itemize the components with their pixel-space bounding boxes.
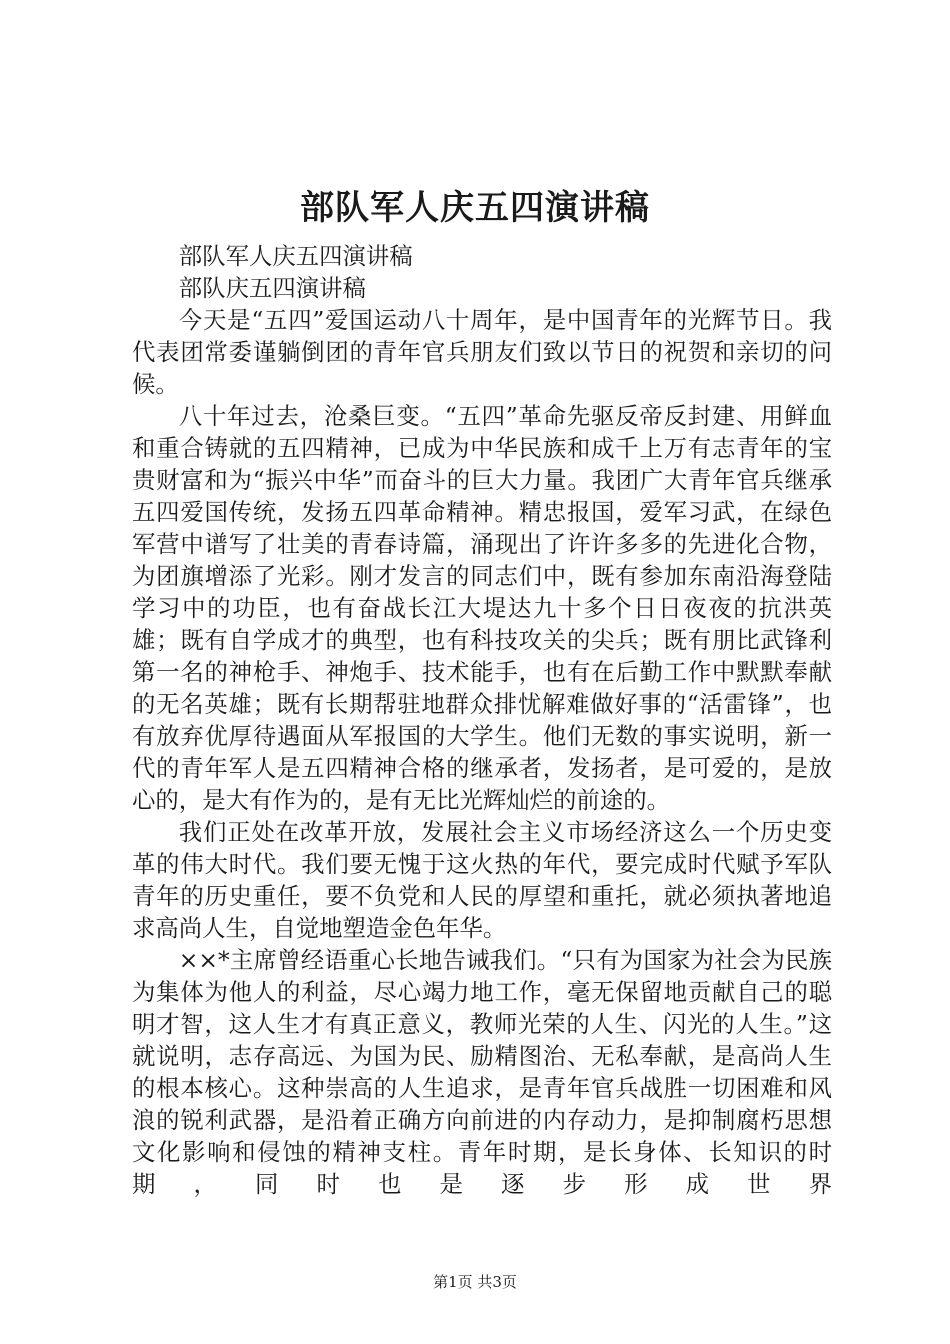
document-title: 部队军人庆五四演讲稿 [300, 188, 650, 228]
paragraph: ××*主席曾经语重心长地告诫我们。“只有为国家为社会为民族为集体为他人的利益，尽心竭力地工作，毫无保留地贡献自己的聪明才智，这人生才有真正意义，教师光荣的人生、闪光的人生。”这就说明，志存高远、为国为民、励精图治、无私奉献，是高尚人生的根本核心。这种崇高的人生追求，是青年官兵战胜一切困难和风浪的锐利武器，是沿着正确方向前进的内存动力，是抑制腐朽思想文化影响和侵蚀的精神支柱。青年时期，是长身体、长知识的时期，同时也是逐步形成世界 [132, 946, 832, 1198]
document-body [132, 240, 832, 1200]
paragraph: 今天是“五四”爱国运动八十周年，是中国青年的光辉节日。我代表团常委谨躺倒团的青年官兵朋友们致以节日的祝贺和亲切的问候。 [132, 306, 832, 398]
paragraph: 我们正处在改革开放，发展社会主义市场经济这么一个历史变革的伟大时代。我们要无愧于这火热的年代，要完成时代赋予军队青年的历史重任，要不负党和人民的厚望和重托，就必须执著地追求高尚人生，自觉地塑造金色年华。 [132, 818, 832, 942]
paragraph-heading: 部队军人庆五四演讲稿 [178, 242, 413, 270]
paragraph-subheading: 部队庆五四演讲稿 [178, 274, 366, 302]
paragraph: 八十年过去，沧桑巨变。“五四”革命先驱反帝反封建、用鲜血和重合铸就的五四精神，已成为中华民族和成千上万有志青年的宝贵财富和为“振兴中华”而奋斗的巨大力量。我团广大青年官兵继承五四爱国传统，发扬五四革命精神。精忠报国，爱军习武，在绿色军营中谱写了壮美的青春诗篇，涌现出了许许多多的先进化合物，为团旗增添了光彩。刚才发言的同志们中，既有参加东南沿海登陆学习中的功臣，也有奋战长江大堤达九十多个日日夜夜的抗洪英雄；既有自学成才的典型，也有科技攻关的尖兵；既有朋比武锋利第一名的神枪手、神炮手、技术能手，也有在后勤工作中默默奉献的无名英雄；既有长期帮驻地群众排忧解难做好事的“活雷锋”，也有放弃优厚待遇面从军报国的大学生。他们无数的事实说明，新一代的青年军人是五四精神合格的继承者，发扬者，是可爱的，是放心的，是大有作为的，是有无比光辉灿烂的前途的。 [132, 402, 832, 814]
page-footer: 第1页 共3页 [433, 1273, 517, 1291]
